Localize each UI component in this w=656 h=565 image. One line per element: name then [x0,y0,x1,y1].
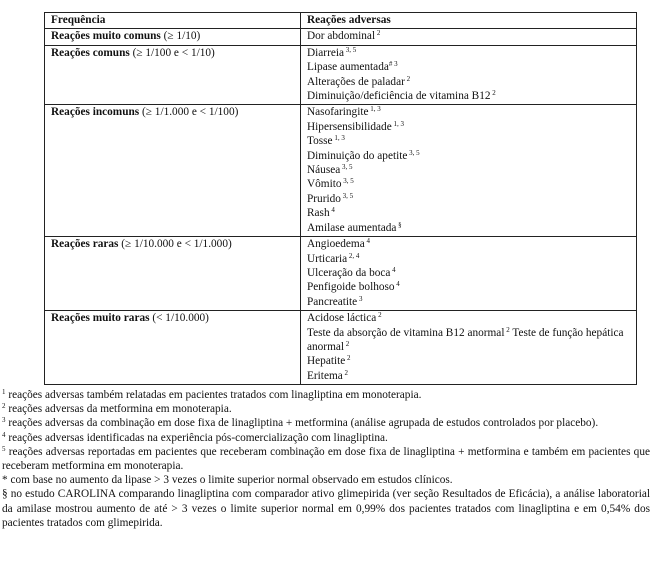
reaction-footnote-ref: 2, 4 [347,251,360,260]
footnote [2,416,650,430]
reaction-name: Pancreatite [307,295,358,308]
reaction-item [307,326,632,355]
reaction-name: Náusea [307,164,341,177]
reaction-footnote-ref: 1, 3 [368,105,381,114]
frequency-cell [45,311,301,385]
reaction-name: Lipase aumentada [307,61,389,74]
reaction-item [307,105,632,119]
reaction-item [307,280,632,294]
table-row [45,237,637,311]
reaction-footnote-ref: 1, 3 [332,134,345,143]
reaction-item [307,46,632,60]
reaction-name: Prurido [307,192,341,205]
footnote-marker: 5 [2,444,6,453]
frequency-label: Reações muito comuns [51,30,161,43]
reactions-cell [301,29,637,45]
header-reactions: Reações adversas [301,13,637,29]
reaction-footnote-ref: 3 [357,294,363,303]
reaction-footnote-ref: 4 [394,280,400,289]
reaction-footnote-ref: 2 [376,311,382,320]
footnote-text: reações adversas da metformina em monoterapia. [5,403,232,416]
frequency-range: (< 1/10.000) [149,312,209,325]
reactions-cell [301,237,637,311]
footnote-text: reações adversas também relatadas em pacientes tratados com linagliptina em monoterapia. [5,389,422,401]
reaction-footnote-ref: 3, 5 [340,191,354,200]
frequency-range: (≥ 1/10) [160,30,201,43]
reaction-name: Eritema [307,369,343,382]
frequency-cell [45,237,301,311]
reaction-name: Acidose láctica [307,312,377,325]
reaction-item [307,163,632,177]
footnote [2,402,650,416]
reaction-footnote-ref: 4 [390,265,396,274]
reaction-name: Diminuição do apetite [307,149,408,162]
reaction-name: Rash [307,207,330,220]
table-body [45,29,637,385]
reaction-item [307,60,632,74]
frequency-range: (≥ 1/1.000 e < 1/100) [139,106,239,119]
reaction-name: Tosse [307,135,333,148]
footnote [2,388,650,402]
frequency-label: Reações raras [51,238,119,251]
reaction-item [307,120,632,134]
frequency-cell [45,45,301,105]
reaction-footnote-ref: 3, 5 [340,163,353,172]
reaction-name: Amilase aumentada [307,221,397,234]
footnote [2,487,650,530]
reaction-footnote-ref: § [396,220,402,229]
reaction-footnote-ref: 2 [490,89,496,98]
reaction-name: Teste da absorção de vitamina B12 anormal [307,326,505,339]
table-row [45,45,637,105]
table-header-row [45,13,637,29]
reaction-footnote-ref: 3, 5 [341,177,354,186]
reaction-name: Teste de função hepática anormal [307,326,624,353]
reaction-footnote-ref: 2 [375,29,381,38]
reactions-cell [301,105,637,237]
reactions-cell [301,311,637,385]
footnote-marker: 2 [2,402,6,411]
reaction-item [307,221,632,235]
reaction-name: Alterações de paladar [307,75,405,88]
footnotes [2,388,650,530]
footnote-text: § no estudo CAROLINA comparando linagliptina com comparador ativo glimepirida (ver seção Resultados de Eficácia), a análise laboratorial da amilase mostrou aumento de até > 3 vezes o limite superior normal em 0,99% dos pacientes tratados com linagliptina e em 0,54% dos pacientes tratados com glimepirida. [2,488,650,529]
reaction-name: Dor abdominal [307,30,376,43]
reaction-item [307,177,632,191]
footnote-text: reações adversas da combinação em dose fixa de linagliptina + metformina (análise agrupada de estudos controlados por placebo). [5,417,599,430]
frequency-label: Reações muito raras [51,312,150,325]
table-row [45,105,637,237]
reaction-footnote-ref: 1, 3 [391,119,404,128]
footnote-text: reações adversas reportadas em pacientes que receberam combinação em dose fixa de linagliptina + metformina e também em pacientes que receberam metformina em monoterapia. [2,445,650,473]
reaction-item [307,369,632,383]
table-row [45,311,637,385]
reaction-footnote-ref: 4 [329,206,335,215]
reaction-footnote-ref: 2 [344,339,350,348]
frequency-cell [45,29,301,45]
reaction-item [307,192,632,206]
reaction-name: Angioedema [307,238,365,251]
reactions-cell [301,45,637,105]
reaction-footnote-ref: 3, 5 [344,45,357,54]
reaction-name: Penfigoide bolhoso [307,281,395,294]
reaction-item [307,29,632,43]
reaction-footnote-ref: 3, 5 [407,148,420,157]
footnote-marker: 4 [2,430,6,439]
footnote-marker: 3 [2,416,6,425]
header-frequency: Frequência [45,13,301,29]
reaction-footnote-ref: 4 [364,237,370,246]
footnote-marker: 1 [2,388,6,396]
reaction-footnote-ref: # 3 [388,60,398,69]
frequency-cell [45,105,301,237]
reaction-footnote-ref: 2 [504,325,510,334]
reaction-footnote-ref: 2 [404,74,411,83]
reaction-item [307,252,632,266]
reaction-name: Diarreia [307,46,345,59]
reaction-name: Urticaria [307,252,348,265]
reaction-footnote-ref: 2 [342,368,349,377]
reaction-name: Hepatite [307,355,346,368]
footnote [2,445,650,473]
table-row [45,29,637,45]
reaction-item [307,75,632,89]
footnote [2,473,650,487]
reaction-item [307,354,632,368]
reaction-name: Vômito [307,178,342,191]
reaction-name: Hipersensibilidade [307,120,392,133]
reaction-name: Ulceração da boca [307,266,391,279]
reaction-item [307,237,632,251]
frequency-range: (≥ 1/10.000 e < 1/1.000) [118,238,232,251]
reaction-item [307,311,632,325]
reaction-footnote-ref: 2 [345,354,351,363]
footnote [2,431,650,445]
reaction-name: Nasofaringite [307,106,369,119]
reaction-item [307,134,632,148]
footnote-text: reações adversas identificadas na experiência pós-comercialização com linagliptina. [5,431,388,444]
reaction-item [307,206,632,220]
adverse-reactions-table [44,12,637,385]
reaction-name: Diminuição/deficiência de vitamina B12 [307,90,491,103]
reaction-item [307,266,632,280]
reaction-item [307,89,632,103]
reaction-item [307,295,632,309]
frequency-label: Reações comuns [51,46,130,59]
footnote-text: * com base no aumento da lipase > 3 vezes o limite superior normal observado em estudos clínicos. [2,474,453,487]
frequency-range: (≥ 1/100 e < 1/10) [129,46,215,59]
reaction-item [307,149,632,163]
frequency-label: Reações incomuns [51,106,140,119]
